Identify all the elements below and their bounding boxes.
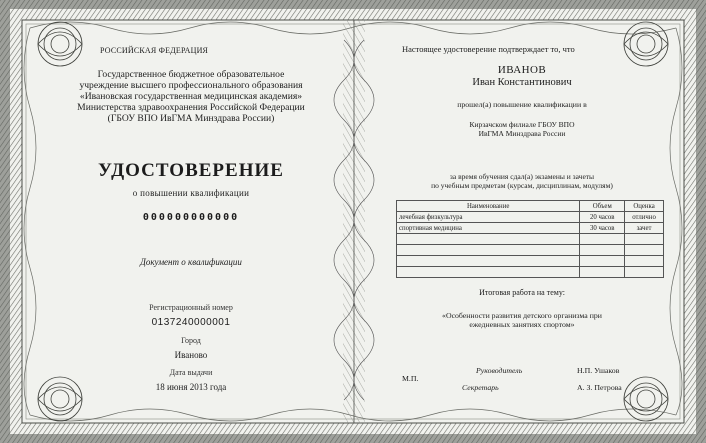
volume-cell (580, 234, 625, 245)
volume-cell: 20 часов (580, 212, 625, 223)
header-volume: Объем (580, 201, 625, 212)
subject-cell (397, 234, 580, 245)
exam-note-line: за время обучения сдал(а) экзамены и зачеты (449, 172, 595, 181)
table-row (397, 234, 664, 245)
final-work-label: Итоговая работа на тему: (479, 288, 565, 297)
institution-line: Кирзачском филиале ГБОУ ВПО (469, 120, 575, 129)
grade-cell (625, 267, 664, 278)
grade-cell (625, 245, 664, 256)
issue-date-label: Дата выдачи (169, 368, 213, 377)
final-work-topic (372, 311, 672, 329)
document-number: 000000000000 (142, 212, 240, 223)
registration-number: 0137240000001 (151, 317, 231, 328)
issuing-organization (36, 69, 346, 124)
table-row (397, 212, 664, 223)
exam-note (372, 173, 672, 190)
supervisor-label: Руководитель (476, 366, 523, 375)
header-grade: Оценка (625, 201, 664, 212)
subject-cell: спортивная медицина (397, 223, 580, 234)
city-value: Иваново (174, 350, 208, 360)
table-row (397, 245, 664, 256)
final-topic-line: ежедневных занятиях спортом» (469, 320, 575, 329)
table-row (397, 256, 664, 267)
document-title: УДОСТОВЕРЕНИЕ (98, 160, 284, 181)
holder-surname: ИВАНОВ (497, 64, 547, 76)
city-label: Город (181, 336, 201, 345)
org-line: «Ивановская государственная медицинская академия» (79, 91, 303, 102)
table-row (397, 267, 664, 278)
org-line: Министерства здравоохранения Российской Федерации (77, 102, 305, 113)
certifies-text: Настоящее удостоверение подтверждает то, что (402, 44, 575, 54)
institution-line: ИвГМА Минздрава России (478, 128, 566, 138)
table-header-row (397, 201, 664, 212)
left-page (36, 30, 346, 425)
subject-cell (397, 267, 580, 278)
document-subtitle: о повышении квалификации (132, 188, 250, 198)
document-type: Документ о квалификации (140, 257, 242, 267)
subjects-table (396, 200, 664, 278)
volume-cell (580, 245, 625, 256)
grade-cell (625, 256, 664, 267)
subject-cell (397, 256, 580, 267)
right-page (372, 30, 672, 425)
grade-cell (625, 234, 664, 245)
supervisor-name: Н.П. Ушаков (577, 366, 620, 375)
stamp-place-label: М.П. (402, 374, 419, 383)
org-line: учреждение высшего профессионального образования (79, 80, 303, 91)
country-label: РОССИЙСКАЯ ФЕДЕРАЦИЯ (100, 46, 209, 55)
training-institution (372, 121, 672, 138)
volume-cell: 30 часов (580, 223, 625, 234)
secretary-label: Секретарь (462, 383, 499, 392)
subject-cell (397, 245, 580, 256)
table-row (397, 223, 664, 234)
holder-given-names: Иван Константинович (472, 77, 572, 88)
org-line: Государственное бюджетное образовательное (97, 69, 285, 80)
grade-cell: отлично (625, 212, 664, 223)
passed-training-text: прошел(а) повышение квалификации в (457, 100, 587, 109)
volume-cell (580, 267, 625, 278)
final-topic-line: «Особенности развития детского организма при (442, 311, 602, 320)
issue-date: 18 июня 2013 года (155, 382, 227, 392)
exam-note-line: по учебным предметам (курсам, дисциплинам, модулям) (431, 180, 613, 190)
subject-cell: лечебная физкультура (397, 212, 580, 223)
registration-number-label: Регистрационный номер (149, 303, 233, 312)
secretary-name: А. З. Петрова (577, 383, 622, 392)
grade-cell: зачет (625, 223, 664, 234)
signature-block (372, 366, 672, 406)
volume-cell (580, 256, 625, 267)
header-subject: Наименование (397, 201, 580, 212)
org-line: (ГБОУ ВПО ИвГМА Минздрава России) (107, 113, 275, 124)
